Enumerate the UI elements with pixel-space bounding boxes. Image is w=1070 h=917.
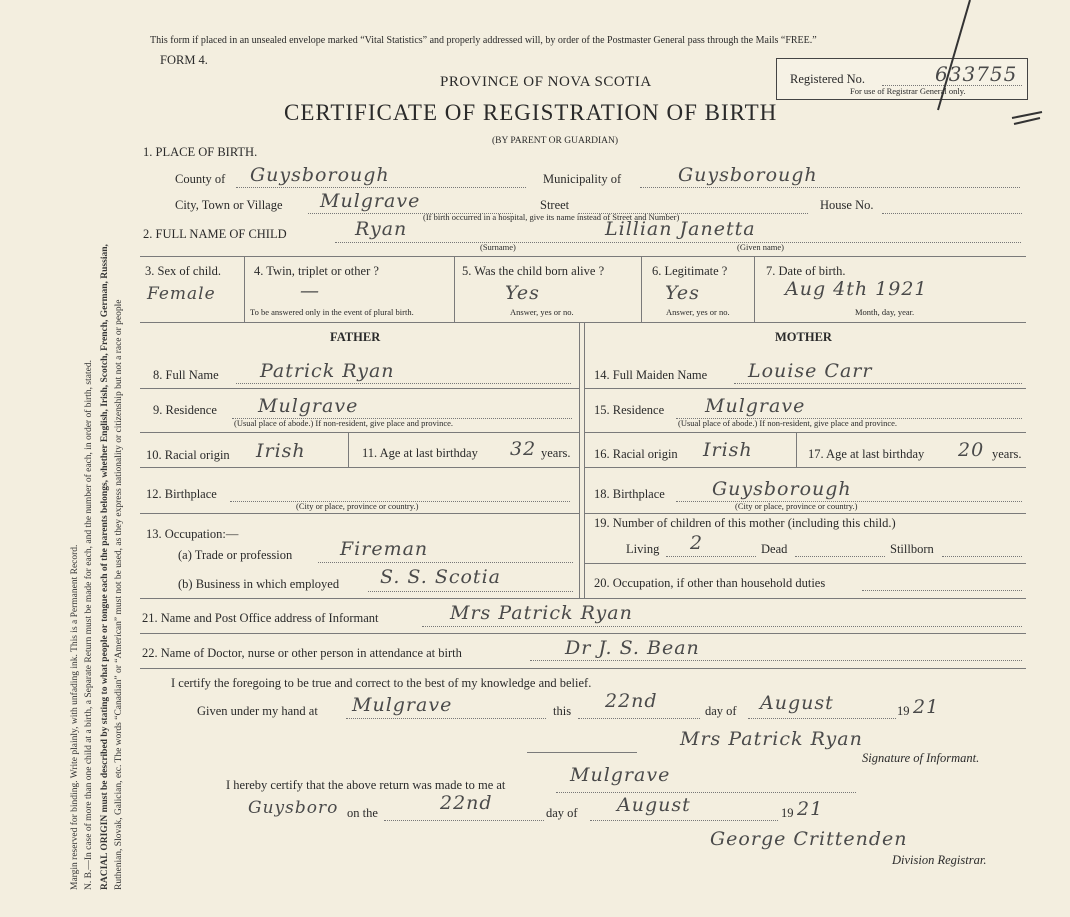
registrar-year: 21 (797, 798, 824, 820)
mother-race-value: Irish (703, 439, 753, 461)
mother-birthplace-note: (City or place, province or country.) (735, 501, 858, 511)
mother-age-value: 20 (958, 439, 985, 461)
father-birthplace-label: 12. Birthplace (146, 487, 217, 501)
mother-birthplace-label: 18. Birthplace (594, 487, 665, 501)
pen-mark-icon (920, 0, 1070, 130)
place-of-birth-heading: 1. PLACE OF BIRTH. (143, 145, 258, 159)
registrar-day-of: day of (546, 806, 578, 820)
doctor-value: Dr J. S. Bean (565, 637, 700, 659)
registered-label: Registered No. (790, 72, 865, 86)
registrar-day: 22nd (440, 792, 493, 814)
given-under-label: Given under my hand at (197, 704, 318, 718)
father-race-value: Irish (256, 440, 306, 462)
certify-year-prefix: 19 (897, 704, 910, 718)
mother-name-value: Louise Carr (748, 360, 873, 382)
informant-value: Mrs Patrick Ryan (450, 602, 633, 624)
margin-note-2: N. B.—In case of more than one child at a birth, a Separate Return must be made for each, and the number of each, in order of birth, stated. (84, 360, 94, 890)
father-residence-note: (Usual place of abode.) If non-resident, give place and province. (234, 418, 454, 428)
registered-number: 633755 (935, 62, 1018, 86)
child-given-name: Lillian Janetta (605, 218, 756, 240)
father-race-label: 10. Racial origin (146, 448, 230, 462)
alive-value: Yes (505, 282, 540, 304)
father-years: years. (541, 446, 571, 460)
child-surname: Ryan (355, 218, 408, 240)
registrar-year-prefix: 19 (781, 806, 794, 820)
mother-birthplace-value: Guysborough (712, 478, 852, 500)
mother-children-label: 19. Number of children of this mother (including this child.) (594, 516, 896, 530)
city-label: City, Town or Village (175, 198, 283, 212)
father-name-label: 8. Full Name (153, 368, 219, 382)
certify-day: 22nd (605, 690, 658, 712)
registered-note: For use of Registrar General only. (850, 86, 966, 96)
doctor-label: 22. Name of Doctor, nurse or other person in attendance at birth (142, 646, 462, 660)
street-label: Street (540, 198, 570, 212)
sex-label: 3. Sex of child. (145, 264, 222, 278)
postal-notice: This form if placed in an unsealed envelope marked “Vital Statistics” and properly addressed will, by order of the Postmaster General pass through the Mails “FREE.” (150, 35, 817, 46)
child-name-label: 2. FULL NAME OF CHILD (143, 227, 287, 241)
mother-occupation-label: 20. Occupation, if other than household duties (594, 576, 826, 590)
county-value: Guysborough (250, 164, 390, 186)
living-value: 2 (690, 532, 704, 554)
certify-day-of: day of (705, 704, 737, 718)
father-age-label: 11. Age at last birthday (362, 446, 478, 460)
mother-age-label: 17. Age at last birthday (808, 447, 925, 461)
margin-note-4: Ruthenian, Slovak, Galician, etc. The words “Canadian” or “American” must not be used, as they express nationality or citizenship but not a race or people (114, 299, 124, 890)
certify-year: 21 (913, 696, 940, 718)
margin-note-3: RACIAL ORIGIN must be described by stating to what people or tongue each of the parents belongs, whether English, Irish, Scotch, French, German, Russian, (100, 244, 110, 890)
house-label: House No. (820, 198, 874, 212)
father-business-label: (b) Business in which employed (178, 577, 340, 591)
registrar-signature: George Crittenden (710, 828, 908, 850)
margin-note-1: Margin reserved for binding. Write plainly, with unfading ink. This is a Permanent Record. (70, 544, 80, 890)
dead-label: Dead (761, 542, 788, 556)
alive-note: Answer, yes or no. (510, 307, 574, 317)
father-birthplace-note: (City or place, province or country.) (296, 501, 419, 511)
given-note: (Given name) (737, 242, 784, 252)
registrar-on-the: on the (347, 806, 378, 820)
registrar-text: I hereby certify that the above return was made to me at (226, 778, 506, 792)
date-value: Aug 4th 1921 (785, 278, 928, 300)
registrar-month: August (617, 794, 691, 816)
date-label: 7. Date of birth. (766, 264, 846, 278)
mother-years: years. (992, 447, 1022, 461)
mother-residence-note: (Usual place of abode.) If non-resident, give place and province. (678, 418, 898, 428)
father-name-value: Patrick Ryan (260, 360, 395, 382)
father-residence-label: 9. Residence (153, 403, 217, 417)
father-heading: FATHER (330, 330, 381, 344)
legitimate-note: Answer, yes or no. (666, 307, 730, 317)
informant-signature-label: Signature of Informant. (862, 751, 980, 765)
informant-label: 21. Name and Post Office address of Informant (142, 611, 379, 625)
mother-residence-value: Mulgrave (705, 395, 806, 417)
informant-signature: Mrs Patrick Ryan (680, 728, 863, 750)
registrar-signature-label: Division Registrar. (892, 853, 987, 867)
mother-name-label: 14. Full Maiden Name (594, 368, 708, 382)
municipality-label: Municipality of (543, 172, 622, 186)
surname-note: (Surname) (480, 242, 516, 252)
twin-label: 4. Twin, triplet or other ? (254, 264, 379, 278)
registrar-place: Mulgrave (570, 764, 671, 786)
father-trade-label: (a) Trade or profession (178, 548, 293, 562)
date-note: Month, day, year. (855, 307, 915, 317)
certify-text: I certify the foregoing to be true and correct to the best of my knowledge and belief. (171, 676, 592, 690)
mother-heading: MOTHER (775, 330, 832, 344)
province-heading: PROVINCE OF NOVA SCOTIA (440, 74, 652, 90)
twin-note: To be answered only in the event of plural birth. (250, 307, 414, 317)
twin-value: — (300, 280, 320, 302)
mother-residence-label: 15. Residence (594, 403, 665, 417)
father-occupation-label: 13. Occupation:— (146, 527, 239, 541)
given-place-value: Mulgrave (352, 694, 453, 716)
alive-label: 5. Was the child born alive ? (462, 264, 605, 278)
certify-month: August (760, 692, 834, 714)
father-trade-value: Fireman (340, 538, 429, 560)
father-age-value: 32 (510, 438, 537, 460)
city-value: Mulgrave (320, 190, 421, 212)
subtitle: (BY PARENT OR GUARDIAN) (492, 136, 619, 146)
legitimate-label: 6. Legitimate ? (652, 264, 728, 278)
living-label: Living (626, 542, 660, 556)
sex-value: Female (147, 284, 216, 304)
father-business-value: S. S. Scotia (380, 566, 501, 588)
street-note: (If birth occurred in a hospital, give its name instead of Street and Number) (423, 212, 680, 222)
stillborn-label: Stillborn (890, 542, 934, 556)
father-residence-value: Mulgrave (258, 395, 359, 417)
registrar-at-place: Guysboro (248, 798, 339, 818)
this-label: this (553, 704, 572, 718)
form-number: FORM 4. (160, 53, 208, 67)
county-label: County of (175, 172, 226, 186)
legitimate-value: Yes (665, 282, 700, 304)
municipality-value: Guysborough (678, 164, 818, 186)
mother-race-label: 16. Racial origin (594, 447, 678, 461)
page-title: CERTIFICATE OF REGISTRATION OF BIRTH (284, 100, 778, 125)
